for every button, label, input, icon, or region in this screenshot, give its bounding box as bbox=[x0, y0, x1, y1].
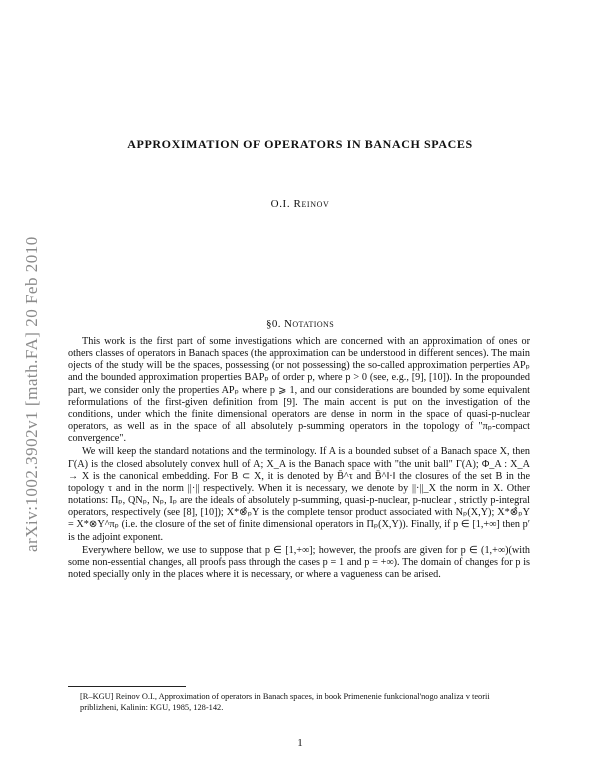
body-text bbox=[68, 336, 530, 581]
author-name: O.I. Reinov bbox=[270, 198, 330, 210]
paragraph-assumptions: Everywhere bellow, we use to suppose that p ∈ [1,+∞]; however, the proofs are given for p ∈ (1,+∞)(with some non-essential changes, all proofs pass through the cases p = 1 and p = +∞). The domain of changes for p is noted specially only in the places where it is necessary, or where a vagueness can be arised. bbox=[68, 544, 530, 580]
footnote-rule bbox=[68, 686, 186, 687]
footnote: [R–KGU] Reinov O.I., Approximation of operators in Banach spaces, in book Primenenie funkcional'nogo analiza v teorii priblizheni, Kalinin: KGU, 1985, 128-142. bbox=[80, 692, 490, 712]
paper-title: APPROXIMATION OF OPERATORS IN BANACH SPACES bbox=[127, 137, 473, 151]
arxiv-identifier-stamp: arXiv:1002.3902v1 [math.FA] 20 Feb 2010 bbox=[22, 236, 41, 552]
paragraph-notations: We will keep the standard notations and the terminology. If A is a bounded subset of a Banach space X, then Γ(A) is the closed absolutely convex hull of A; X_A is the Banach space with "the unit ball" Γ(A); Φ_A : X_A → X is the canonical embedding. For B ⊂ X, it is denoted by B̄^τ and B̄^‖·‖ the closures of the set B in the topology τ and in the norm ||·|| respectively. When it is necessary, we denote by ||·||_X the norm in X. Other notations: Πₚ, QNₚ, Nₚ, Iₚ are the ideals of absolutely p-summing, quasi-p-nuclear, p-nuclear , strictly p-integral operators, respectively (see [8], [10]); X*⊗̂ₚY is the complete tensor product associated with Nₚ(X,Y); X*⊗̂ₚY = X*⊗Y^πₚ (i.e. the closure of the set of finite dimensional operators in Πₚ(X,Y)). Finally, if p ∈ [1,+∞] then p′ is the adjoint exponent. bbox=[68, 446, 530, 543]
paragraph-intro: This work is the first part of some investigations which are concerned with an approximation of ones or others classes of operators in Banach spaces (the approximation can be understood in different sences). The main ojects of the study will be the spaces, possessing (or not possessing) the so-called approximation perperties APₚ and the bounded approximation properties BAPₚ of order p, where p > 0 (see, e.g., [9], [10]). In the propounded part, we consider only the properties APₚ where p ⩾ 1, and our considerations are bounded by some equivalent reformulations of the first-given definition from [9]. The main accent is put on the investigation of the conditions, under which the finite dimensional operators are dense in norm in the space of quasi-p-nuclear operators, as well as in the space of all absolutely p-summing operators in the topology of "πₚ-compact convergence". bbox=[68, 336, 530, 445]
page-number: 1 bbox=[297, 737, 303, 749]
section-heading: §0. Notations bbox=[265, 318, 335, 330]
